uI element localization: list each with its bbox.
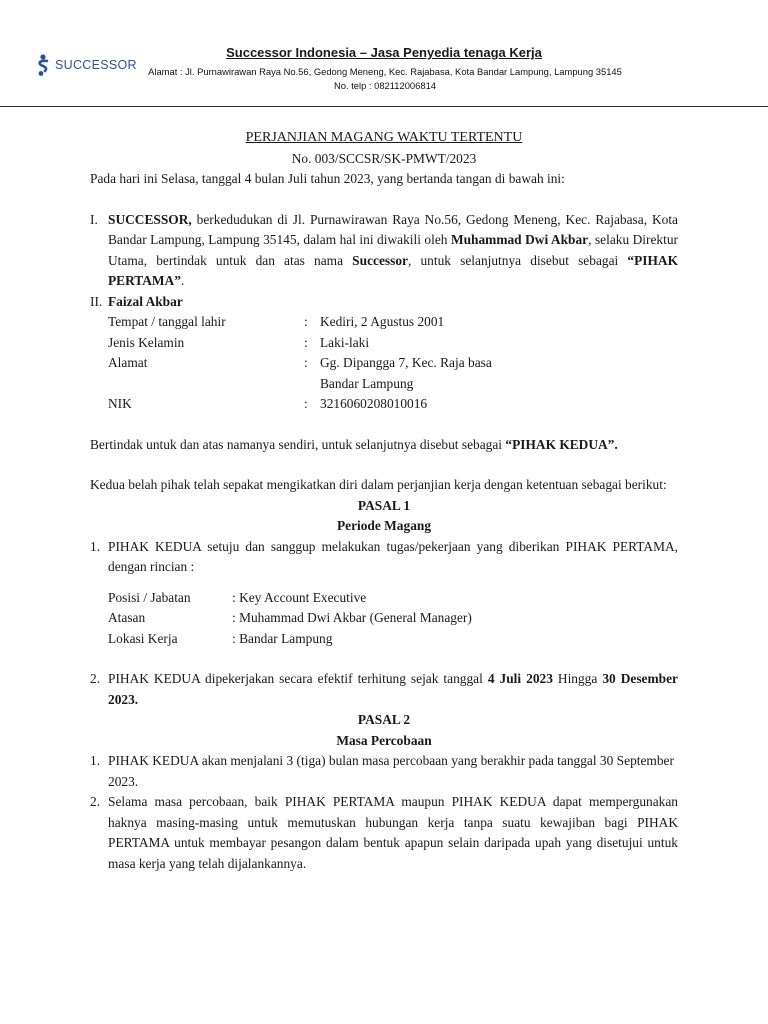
document-body: [90, 128, 678, 874]
document-title: PERJANJIAN MAGANG WAKTU TERTENTU: [245, 130, 523, 145]
detail-value: : Muhammad Dwi Akbar (General Manager): [232, 610, 472, 625]
item-number: 2.: [90, 671, 101, 686]
position-details: [108, 588, 678, 650]
detail-label: Posisi / Jabatan: [108, 589, 191, 605]
logo-text: SUCCESSOR: [55, 58, 137, 72]
pasal-2-title: PASAL 2: [357, 712, 411, 727]
pasal-1-title: PASAL 1: [357, 497, 411, 513]
field-label: [108, 374, 304, 395]
field-value: 3216060208010016: [320, 396, 428, 411]
field-colon: :: [304, 355, 308, 370]
intro-text: Pada hari ini Selasa, tanggal 4 bulan Juli tahun 2023, yang bertanda tangan di bawah ini:: [90, 171, 565, 186]
item-number: 1.: [90, 538, 101, 554]
detail-row: [108, 588, 678, 609]
detail-value: : Bandar Lampung: [232, 630, 333, 646]
field-label: Jenis Kelamin: [108, 334, 185, 350]
party-two: [90, 292, 678, 415]
company-name: Successor Indonesia – Jasa Penyedia tenaga Kerja: [226, 45, 542, 60]
party-two-alias: “PIHAK KEDUA”.: [505, 436, 618, 452]
party-one-text: [108, 210, 678, 292]
field-row: [108, 353, 678, 374]
item-text-b: Hingga: [552, 671, 603, 686]
field-colon: :: [304, 396, 308, 411]
field-value: Laki-laki: [320, 334, 370, 350]
party-two-closing: [90, 435, 678, 456]
company-address: Alamat : Jl. Purnawirawan Raya No.56, Gedong Meneng, Kec. Rajabasa, Kota Bandar Lampung, Lampung 35145: [148, 66, 622, 77]
party-one: [90, 210, 678, 292]
field-colon: :: [304, 314, 308, 329]
field-value: Bandar Lampung: [320, 375, 414, 391]
pasal-2-subtitle: Masa Percobaan: [336, 732, 432, 748]
field-row: [108, 374, 678, 395]
item-text: PIHAK KEDUA akan menjalani 3 (tiga) bulan masa percobaan yang berakhir pada tanggal 30 September 2023.: [108, 753, 674, 789]
item-text-a: PIHAK KEDUA dipekerjakan secara efektif terhitung sejak tanggal: [108, 671, 488, 686]
detail-label: Lokasi Kerja: [108, 630, 178, 646]
header-divider: [0, 106, 768, 107]
detail-row: [108, 629, 678, 650]
field-value: Gg. Dipangga 7, Kec. Raja basa: [320, 355, 492, 370]
party-one-text-d: .: [180, 273, 185, 288]
party-two-number: II.: [90, 293, 103, 309]
detail-label: Atasan: [108, 610, 146, 625]
field-row: [108, 333, 678, 354]
party-one-company: Successor: [352, 252, 408, 268]
party-one-rep: Muhammad Dwi Akbar: [450, 232, 589, 247]
pasal-1-item-2: [90, 669, 678, 710]
detail-value: : Key Account Executive: [232, 589, 367, 605]
letterhead: [0, 0, 768, 110]
party-one-text-b: , selaku Direktur Utama, bertindak untuk dan atas nama: [108, 232, 679, 268]
party-two-fields: [108, 312, 678, 415]
item-number: 2.: [90, 794, 101, 809]
end-date: 30 Desember 2023.: [108, 671, 678, 707]
field-colon: :: [304, 334, 308, 350]
item-text: PIHAK KEDUA setuju dan sanggup melakukan tugas/pekerjaan yang diberikan PIHAK PERTAMA, dengan rincian :: [108, 538, 678, 574]
pasal-1-item-1: [90, 537, 678, 578]
field-row: [108, 312, 678, 333]
item-text: Selama masa percobaan, baik PIHAK PERTAMA maupun PIHAK KEDUA dapat mempergunakan haknya masing-masing untuk memutuskan hubungan kerja tanpa suatu kewajiban bagi PIHAK PERTAMA untuk membayar pesangon dalam bentuk apapun selain daripada upah yang disetujui untuk masa kerja yang telah dijalankannya.: [108, 794, 678, 871]
item-text: [108, 669, 678, 710]
start-date: 4 Juli 2023: [487, 671, 553, 686]
field-row: [108, 394, 678, 415]
party-one-number: I.: [90, 211, 98, 227]
field-label: Alamat: [108, 355, 148, 370]
field-label: Tempat / tanggal lahir: [108, 314, 226, 329]
field-label: NIK: [108, 396, 132, 411]
document-number: No. 003/SCCSR/SK-PMWT/2023: [291, 150, 477, 166]
pasal-2-item-2: [90, 792, 678, 874]
party-one-name: SUCCESSOR,: [108, 211, 192, 227]
party-one-alias: “PIHAK PERTAMA”: [108, 252, 678, 288]
company-phone: No. telp : 082112006814: [334, 80, 436, 91]
detail-row: [108, 608, 678, 629]
agreement-text: Kedua belah pihak telah sepakat mengikatkan diri dalam perjanjian kerja dengan ketentuan sebagai berikut:: [90, 477, 667, 492]
item-number: 1.: [90, 753, 101, 768]
party-one-text-c: , untuk selanjutnya disebut sebagai: [407, 252, 628, 268]
pasal-2-item-1: [90, 751, 678, 792]
party-two-closing-text: Bertindak untuk dan atas namanya sendiri, untuk selanjutnya disebut sebagai: [90, 436, 506, 452]
field-value: Kediri, 2 Agustus 2001: [320, 314, 445, 329]
pasal-1-subtitle: Periode Magang: [336, 518, 432, 533]
party-two-name: Faizal Akbar: [108, 293, 183, 309]
party-one-text-a: berkedudukan di Jl. Purnawirawan Raya No.56, Gedong Meneng, Kec. Rajabasa, Kota Bandar Lampung, Lampung 35145, dalam hal ini diwakili oleh: [108, 211, 678, 247]
field-colon: [304, 374, 320, 395]
